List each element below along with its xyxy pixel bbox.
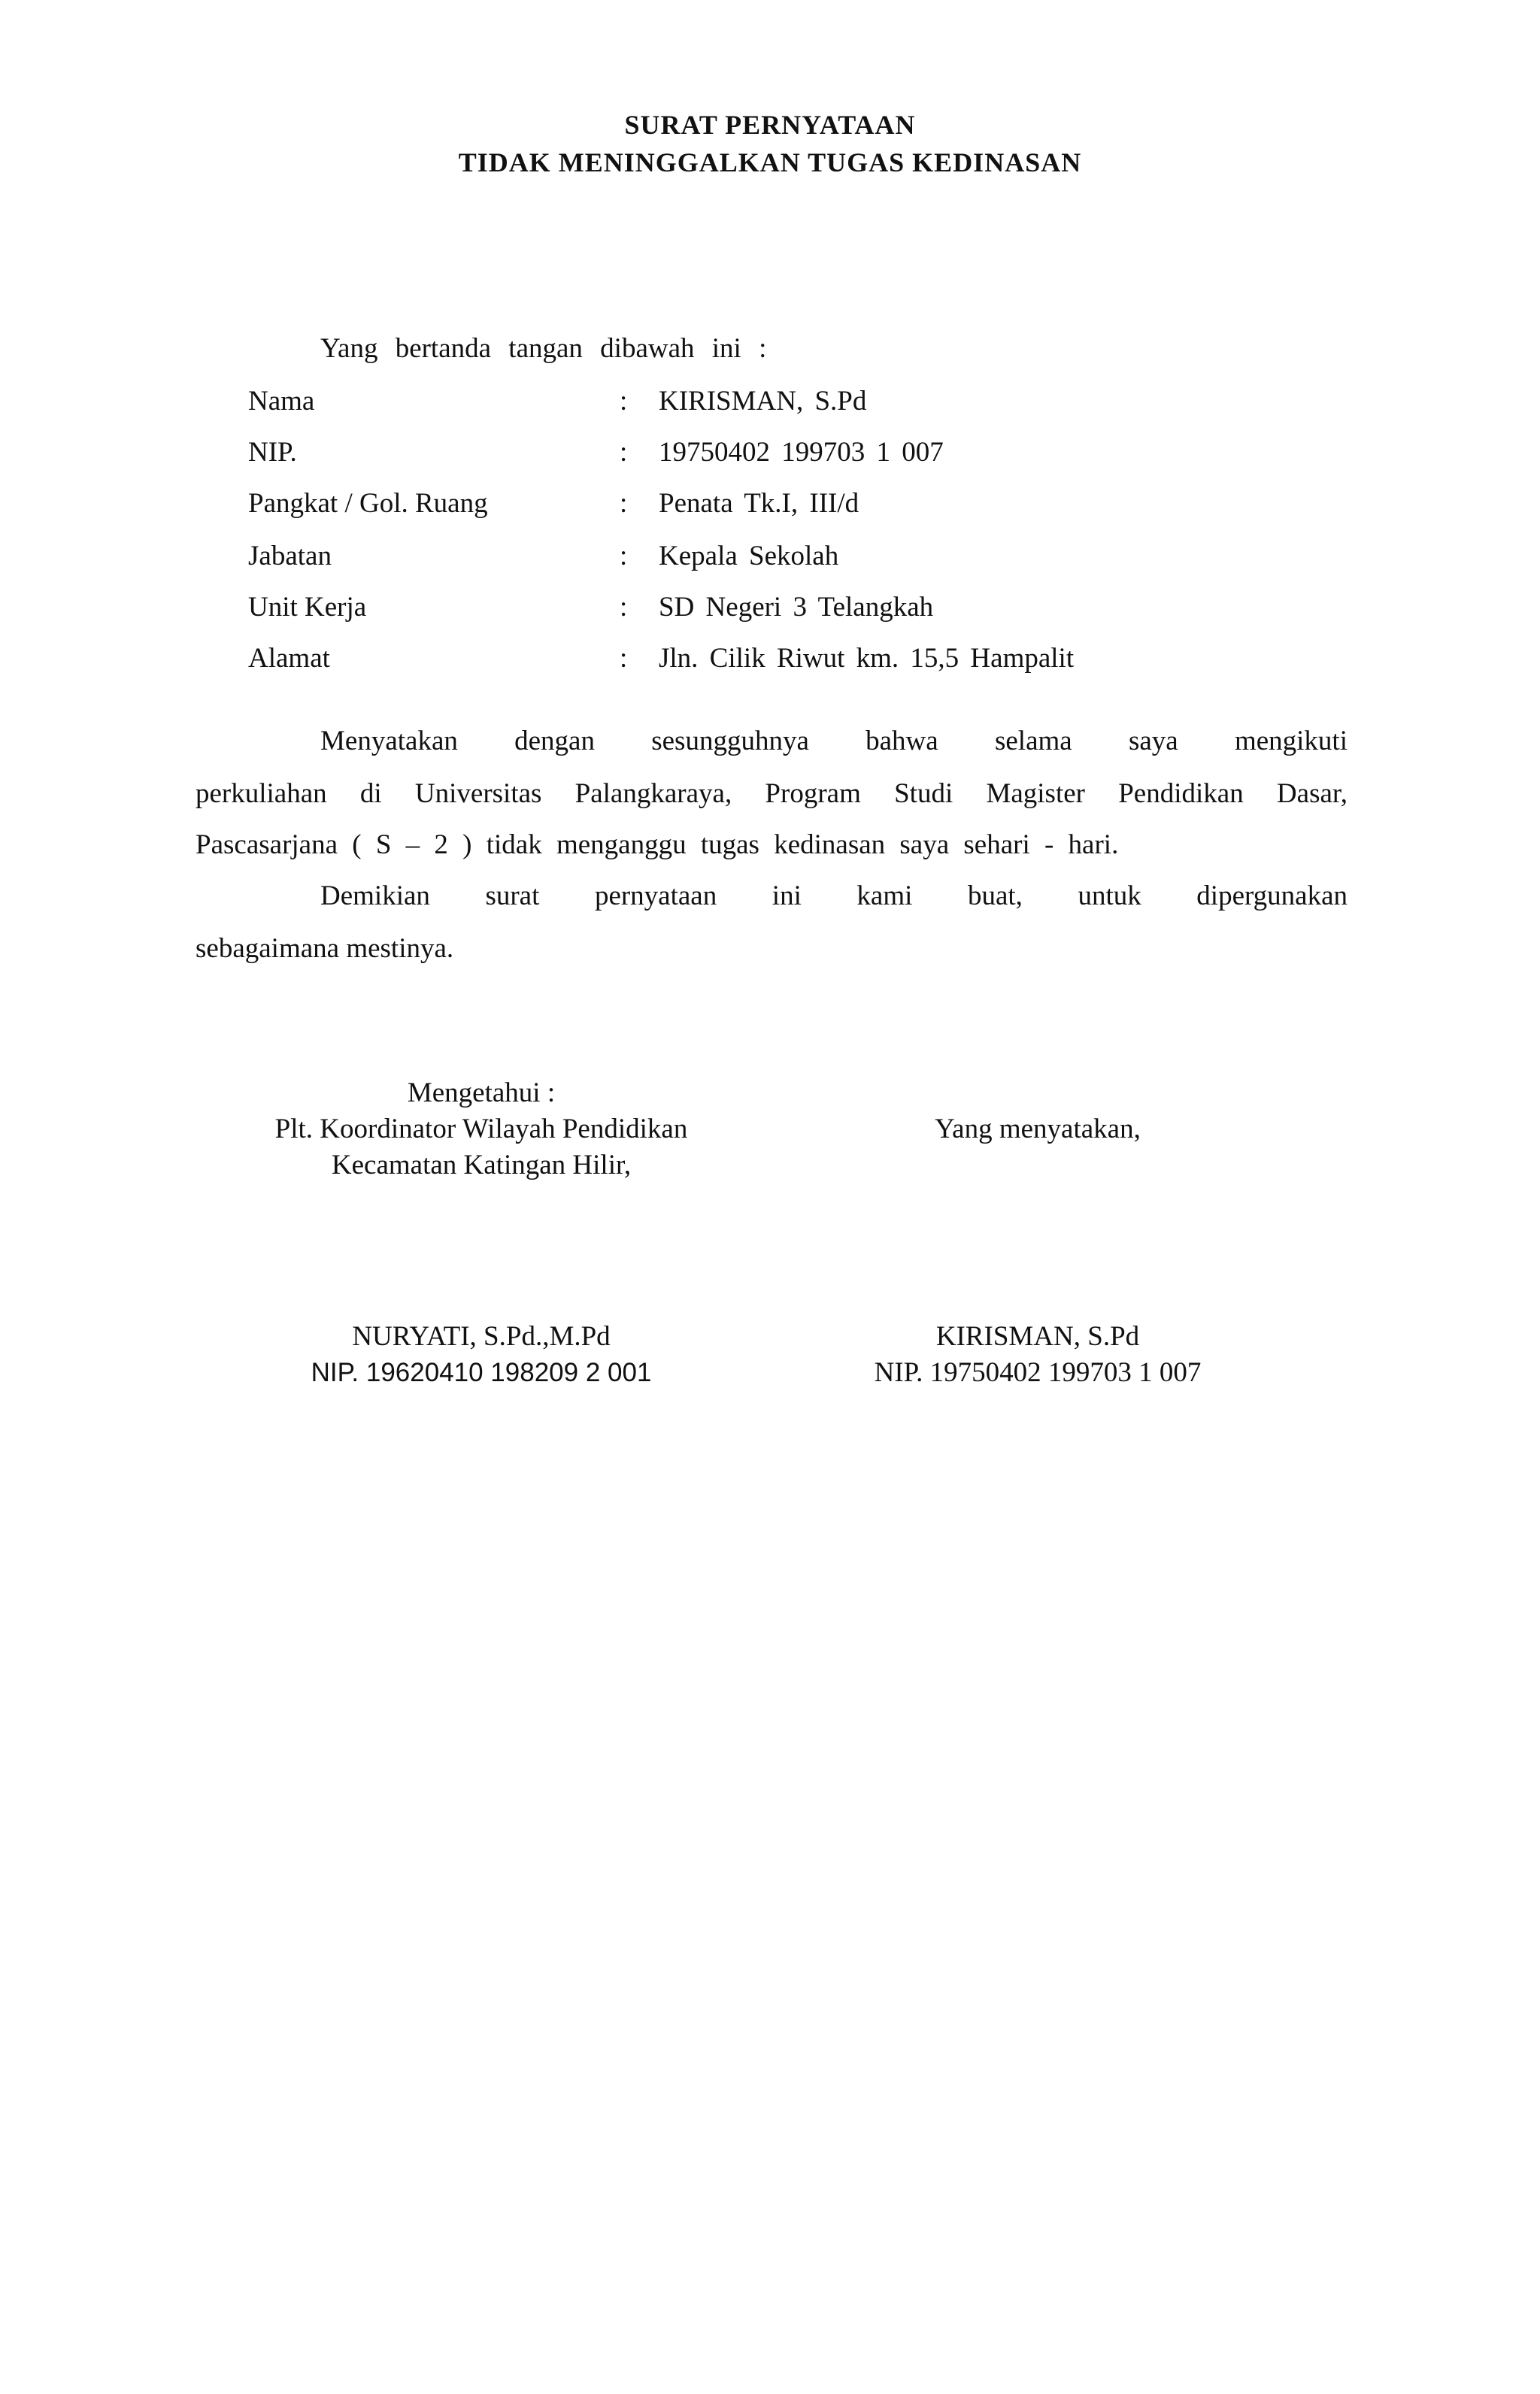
paragraph2-line2: sebagaimana mestinya. bbox=[196, 933, 454, 964]
signature-right-nip: NIP. 19750402 199703 1 007 bbox=[874, 1357, 1202, 1388]
field-value-nama: KIRISMAN, S.Pd bbox=[659, 386, 867, 417]
field-colon: : bbox=[620, 541, 628, 571]
paragraph1-line3: Pascasarjana ( S – 2 ) tidak menganggu tugas kedinasan saya sehari - hari. bbox=[196, 829, 1119, 860]
signature-left-nip: NIP. 19620410 198209 2 001 bbox=[311, 1358, 652, 1387]
paragraph1-line2: perkuliahan di Universitas Palangkaraya, Program Studi Magister Pendidikan Dasar, bbox=[196, 778, 1348, 809]
field-label-jabatan: Jabatan bbox=[248, 541, 332, 571]
paragraph1-line1: Menyatakan dengan sesungguhnya bahwa selama saya mengikuti bbox=[320, 726, 1348, 756]
field-value-unit-kerja: SD Negeri 3 Telangkah bbox=[659, 592, 934, 623]
intro-text: Yang bertanda tangan dibawah ini : bbox=[320, 333, 767, 364]
field-label-pangkat: Pangkat / Gol. Ruang bbox=[248, 488, 488, 519]
field-colon: : bbox=[620, 643, 628, 674]
signature-right-name: KIRISMAN, S.Pd bbox=[935, 1321, 1140, 1352]
document-title-line1: SURAT PERNYATAAN bbox=[624, 110, 916, 140]
field-value-nip: 19750402 199703 1 007 bbox=[659, 437, 944, 468]
signature-left-position: Plt. Koordinator Wilayah Pendidikan bbox=[274, 1114, 688, 1144]
field-label-alamat: Alamat bbox=[248, 643, 330, 674]
paragraph2-line1: Demikian surat pernyataan ini kami buat, untuk dipergunakan bbox=[320, 880, 1348, 911]
field-label-unit-kerja: Unit Kerja bbox=[248, 592, 367, 623]
document-title-line2: TIDAK MENINGGALKAN TUGAS KEDINASAN bbox=[458, 147, 1082, 177]
field-value-alamat: Jln. Cilik Riwut km. 15,5 Hampalit bbox=[659, 643, 1075, 674]
signature-left-acknowledged: Mengetahui : bbox=[407, 1077, 556, 1108]
signature-left-name: NURYATI, S.Pd.,M.Pd bbox=[352, 1321, 611, 1352]
field-colon: : bbox=[620, 592, 628, 623]
field-colon: : bbox=[620, 488, 628, 519]
field-colon: : bbox=[620, 437, 628, 468]
field-label-nip: NIP. bbox=[248, 437, 297, 468]
field-value-jabatan: Kepala Sekolah bbox=[659, 541, 839, 571]
signature-left-office: Kecamatan Katingan Hilir, bbox=[331, 1150, 632, 1180]
field-colon: : bbox=[620, 386, 628, 417]
field-value-pangkat: Penata Tk.I, III/d bbox=[659, 488, 859, 519]
field-label-nama: Nama bbox=[248, 386, 315, 417]
signature-right-declarant: Yang menyatakan, bbox=[935, 1114, 1141, 1144]
